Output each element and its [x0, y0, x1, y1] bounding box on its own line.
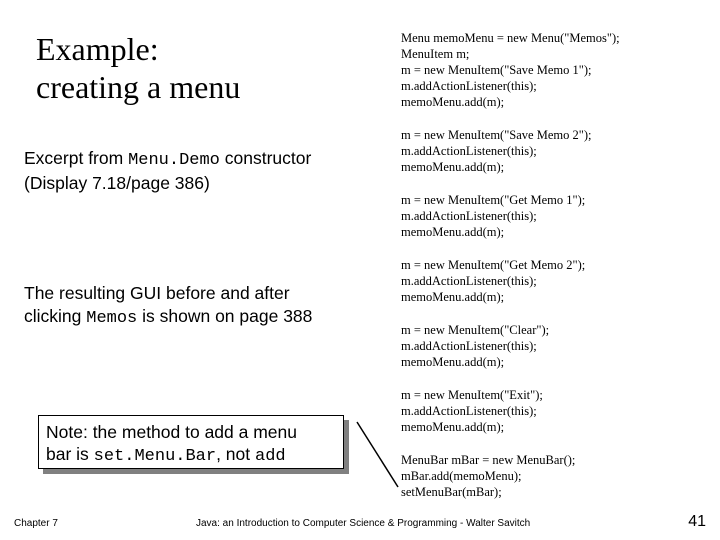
code-line: memoMenu.add(m); [401, 225, 505, 239]
code-line: Menu memoMenu = new Menu("Memos"); [401, 31, 620, 45]
code-line: m.addActionListener(this); [401, 79, 537, 93]
code-line: memoMenu.add(m); [401, 420, 505, 434]
code-line: m = new MenuItem("Clear"); [401, 323, 550, 337]
code-line: m.addActionListener(this); [401, 274, 537, 288]
gui-memos-code: Memos [86, 309, 138, 328]
code-line: setMenuBar(mBar); [401, 485, 502, 499]
code-group [401, 30, 671, 110]
footer-book-title: Java: an Introduction to Computer Science & Programming - Walter Savitch [196, 518, 531, 529]
note-line-1: Note: the method to add a menu [46, 422, 297, 442]
title-line-1: Example: [36, 31, 159, 67]
code-line: memoMenu.add(m); [401, 160, 505, 174]
code-line: memoMenu.add(m); [401, 290, 505, 304]
gui-line-1: The resulting GUI before and after [24, 283, 290, 303]
code-line: m = new MenuItem("Exit"); [401, 388, 543, 402]
note-add-code: add [255, 447, 286, 466]
title-line-2: creating a menu [36, 69, 241, 105]
gui-prefix: clicking [24, 306, 87, 326]
code-group [401, 387, 671, 435]
footer-chapter: Chapter 7 [14, 518, 58, 529]
code-line: MenuItem m; [401, 47, 470, 61]
code-line: m = new MenuItem("Get Memo 2"); [401, 258, 586, 272]
code-group [401, 257, 671, 305]
code-line: m = new MenuItem("Save Memo 1"); [401, 63, 592, 77]
code-line: m.addActionListener(this); [401, 339, 537, 353]
note-prefix: bar is [46, 444, 94, 464]
code-group [401, 452, 671, 500]
gui-suffix: is shown on page 388 [137, 306, 313, 326]
excerpt-class-name: Menu.Demo [128, 151, 220, 170]
code-listing [401, 30, 671, 517]
excerpt-suffix: constructor [219, 148, 312, 168]
code-group [401, 127, 671, 175]
code-line: memoMenu.add(m); [401, 95, 505, 109]
code-line: m.addActionListener(this); [401, 404, 537, 418]
code-line: m.addActionListener(this); [401, 144, 537, 158]
note-mid: , not [216, 444, 255, 464]
callout-pointer-line [357, 422, 398, 487]
code-line: memoMenu.add(m); [401, 355, 505, 369]
code-line: m.addActionListener(this); [401, 209, 537, 223]
code-line: MenuBar mBar = new MenuBar(); [401, 453, 576, 467]
code-line: m = new MenuItem("Save Memo 2"); [401, 128, 592, 142]
code-group [401, 322, 671, 370]
code-group [401, 192, 671, 240]
code-line: mBar.add(memoMenu); [401, 469, 522, 483]
code-line: m = new MenuItem("Get Memo 1"); [401, 193, 586, 207]
footer-page-number: 41 [688, 513, 706, 530]
excerpt-line-2: (Display 7.18/page 386) [24, 173, 210, 193]
excerpt-prefix: Excerpt from [24, 148, 129, 168]
note-setmenubar-code: set.Menu.Bar [93, 447, 217, 466]
